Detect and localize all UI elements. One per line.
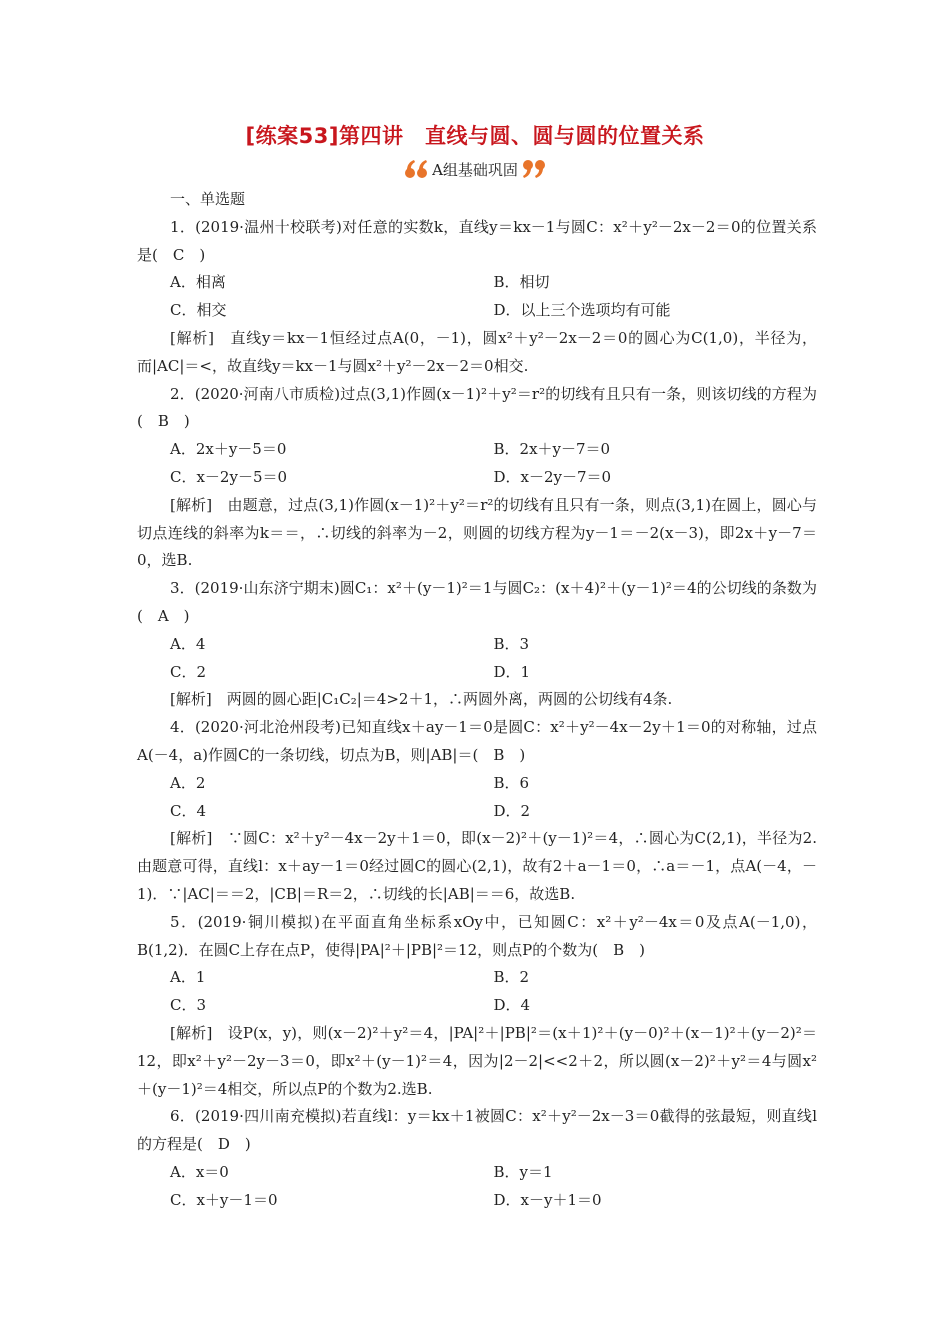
section-heading: 一、单选题 <box>170 190 246 208</box>
option-row <box>137 464 817 492</box>
question-2 <box>137 381 817 576</box>
option-a: A．2 <box>170 773 206 792</box>
option-row <box>137 1159 817 1187</box>
analysis-text: [解析] 设P(x，y)，则(x－2)²＋y²＝4，|PA|²＋|PB|²＝(x＋1)²＋(y－0)²＋(x－1)²＋(y－2)²＝12，即x²＋y²－2y－3＝0，即x²＋(y－1)²＝4，因为|2－2|<<2＋2，所以圆(x－2)²＋y²＝4与圆x²＋(y－1)²＝4相交，所以点P的个数为2.选B. <box>137 1023 817 1098</box>
analysis-text: [解析] 直线y＝kx－1恒经过点A(0，－1)，圆x²＋y²－2x－2＝0的圆心为C(1,0)，半径为，而|AC|＝<，故直线y＝kx－1与圆x²＋y²－2x－2＝0相交. <box>137 328 817 375</box>
page-title: [练案53]第四讲 直线与圆、圆与圆的位置关系 <box>245 124 705 148</box>
option-b: B．3 <box>493 634 530 653</box>
option-b: B．2 <box>493 968 530 987</box>
option-b: B．6 <box>493 773 530 792</box>
option-a: A．4 <box>170 634 206 653</box>
question-stem: 4．(2020·河北沧州段考)已知直线x＋ay－1＝0是圆C：x²＋y²－4x－2y＋1＝0的对称轴，过点A(－4，a)作圆C的一条切线，切点为B，则|AB|＝( B ) <box>137 718 817 764</box>
option-row <box>137 297 817 325</box>
option-row <box>137 964 817 992</box>
analysis-text: [解析] 由题意，过点(3,1)作圆(x－1)²＋y²＝r²的切线有且只有一条，则点(3,1)在圆上，圆心与切点连线的斜率为k＝＝，∴切线的斜率为－2，则圆的切线方程为y－1＝－2(x－3)，即2x＋y－7＝0，选B. <box>137 495 817 570</box>
option-row <box>137 770 817 798</box>
question-1 <box>137 214 817 381</box>
option-row <box>137 269 817 297</box>
option-row <box>137 659 817 687</box>
analysis-text: [解析] ∵圆C：x²＋y²－4x－2y＋1＝0，即(x－2)²＋(y－1)²＝4，∴圆心为C(2,1)，半径为2.由题意可得，直线l：x＋ay－1＝0经过圆C的圆心(2,1)，故有2＋a－1＝0，∴a＝－1，点A(－4，－1)．∵|AC|＝＝2，|CB|＝R＝2，∴切线的长|AB|＝＝6，故选B. <box>137 829 817 903</box>
option-a: A．x＝0 <box>170 1162 229 1181</box>
question-6 <box>137 1103 817 1214</box>
exercise-content <box>137 186 817 1214</box>
option-row <box>137 992 817 1020</box>
option-a: A．相离 <box>170 273 226 292</box>
group-heading <box>0 158 950 180</box>
option-b: B．相切 <box>493 273 550 292</box>
option-d: D．1 <box>493 662 531 681</box>
question-3 <box>137 575 817 714</box>
close-quote-icon <box>520 158 546 180</box>
question-stem: 1．(2019·温州十校联考)对任意的实数k，直线y＝kx－1与圆C：x²＋y²－2x－2＝0的位置关系是( C ) <box>137 217 817 264</box>
option-d: D．x－2y－7＝0 <box>493 467 612 486</box>
option-row <box>137 798 817 826</box>
option-c: C．4 <box>170 801 207 820</box>
option-b: B．2x＋y－7＝0 <box>493 440 611 459</box>
option-c: C．3 <box>170 996 207 1015</box>
option-row <box>137 631 817 659</box>
option-row <box>137 1187 817 1215</box>
question-stem: 5．(2019·铜川模拟)在平面直角坐标系xOy中，已知圆C：x²＋y²－4x＝0及点A(－1,0)，B(1,2)．在圆C上存在点P，使得|PA|²＋|PB|²＝12，则点P的个数为( B ) <box>137 912 817 959</box>
option-c: C．相交 <box>170 301 227 320</box>
option-c: C．2 <box>170 662 207 681</box>
option-b: B．y＝1 <box>493 1162 553 1181</box>
option-a: A．2x＋y－5＝0 <box>170 440 287 459</box>
option-a: A．1 <box>170 968 206 987</box>
question-stem: 2．(2020·河南八市质检)过点(3,1)作圆(x－1)²＋y²＝r²的切线有且只有一条，则该切线的方程为( B ) <box>137 384 817 431</box>
question-stem: 3．(2019·山东济宁期末)圆C₁：x²＋(y－1)²＝1与圆C₂：(x＋4)²＋(y－1)²＝4的公切线的条数为( A ) <box>137 579 817 625</box>
open-quote-icon <box>404 158 430 180</box>
question-stem: 6．(2019·四川南充模拟)若直线l：y＝kx＋1被圆C：x²＋y²－2x－3＝0截得的弦最短，则直线l的方程是( D ) <box>137 1107 817 1154</box>
question-5 <box>137 909 817 1104</box>
option-d: D．4 <box>493 996 531 1015</box>
option-d: D．x－y＋1＝0 <box>493 1190 602 1209</box>
option-c: C．x－2y－5＝0 <box>170 467 288 486</box>
option-d: D．2 <box>493 801 531 820</box>
group-label: A组基础巩固 <box>432 160 518 179</box>
analysis-text: [解析] 两圆的圆心距|C₁C₂|＝4>2＋1，∴两圆外离，两圆的公切线有4条. <box>170 690 673 709</box>
question-4 <box>137 714 817 909</box>
option-row <box>137 436 817 464</box>
option-c: C．x＋y－1＝0 <box>170 1190 278 1209</box>
option-d: D．以上三个选项均有可能 <box>493 301 671 320</box>
